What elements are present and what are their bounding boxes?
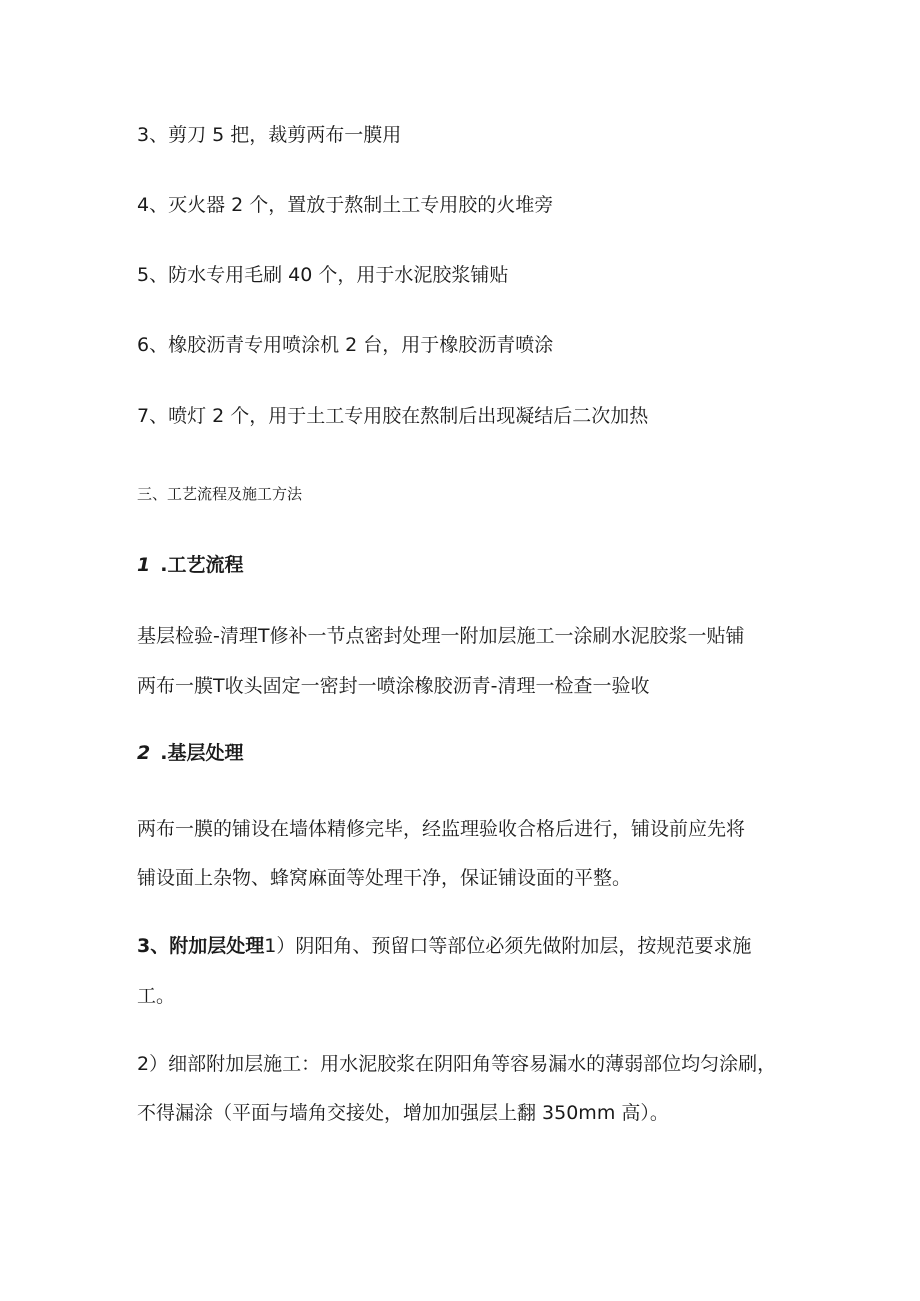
tool-item-6: 6、橡胶沥青专用喷涂机 2 台，用于橡胶沥青喷涂 xyxy=(137,334,554,356)
heading-process-flow xyxy=(137,553,243,577)
heading-number: 2 xyxy=(137,742,151,764)
flow-line-1: 基层检验-清理T修补一节点密封处理一附加层施工一涂刷水泥胶浆一贴铺 xyxy=(137,625,745,647)
additional-line-cont: 工。 xyxy=(137,985,176,1007)
heading-text: .基层处理 xyxy=(160,742,244,764)
tool-item-4: 4、灭火器 2 个，置放于熬制土工专用胶的火堆旁 xyxy=(137,194,554,216)
heading-additional-layer xyxy=(137,934,751,958)
heading-label: 3、附加层处理 xyxy=(137,935,265,957)
section-title: 三、工艺流程及施工方法 xyxy=(137,485,303,503)
base-line-1: 两布一膜的铺设在墙体精修完毕，经监理验收合格后进行，铺设前应先将 xyxy=(137,818,746,840)
heading-base-treatment xyxy=(137,741,243,765)
detail-line-1: 2）细部附加层施工：用水泥胶浆在阴阳角等容易漏水的薄弱部位均匀涂刷， xyxy=(137,1053,777,1075)
heading-text: .工艺流程 xyxy=(160,554,244,576)
detail-line-2: 不得漏涂（平面与墙角交接处，增加加强层上翻 350mm 高）。 xyxy=(137,1102,669,1124)
tool-item-7: 7、喷灯 2 个，用于土工专用胶在熬制后出现凝结后二次加热 xyxy=(137,405,649,427)
base-line-2: 铺设面上杂物、蜂窝麻面等处理干净，保证铺设面的平整。 xyxy=(137,867,632,889)
heading-number: 1 xyxy=(137,554,151,576)
flow-line-2: 两布一膜T收头固定一密封一喷涂橡胶沥青-清理一检查一验收 xyxy=(137,675,650,697)
tool-item-5: 5、防水专用毛刷 40 个，用于水泥胶浆铺贴 xyxy=(137,264,509,286)
heading-rest: 1）阴阳角、预留口等部位必须先做附加层，按规范要求施 xyxy=(264,935,752,957)
tool-item-3: 3、剪刀 5 把，裁剪两布一膜用 xyxy=(137,124,402,146)
